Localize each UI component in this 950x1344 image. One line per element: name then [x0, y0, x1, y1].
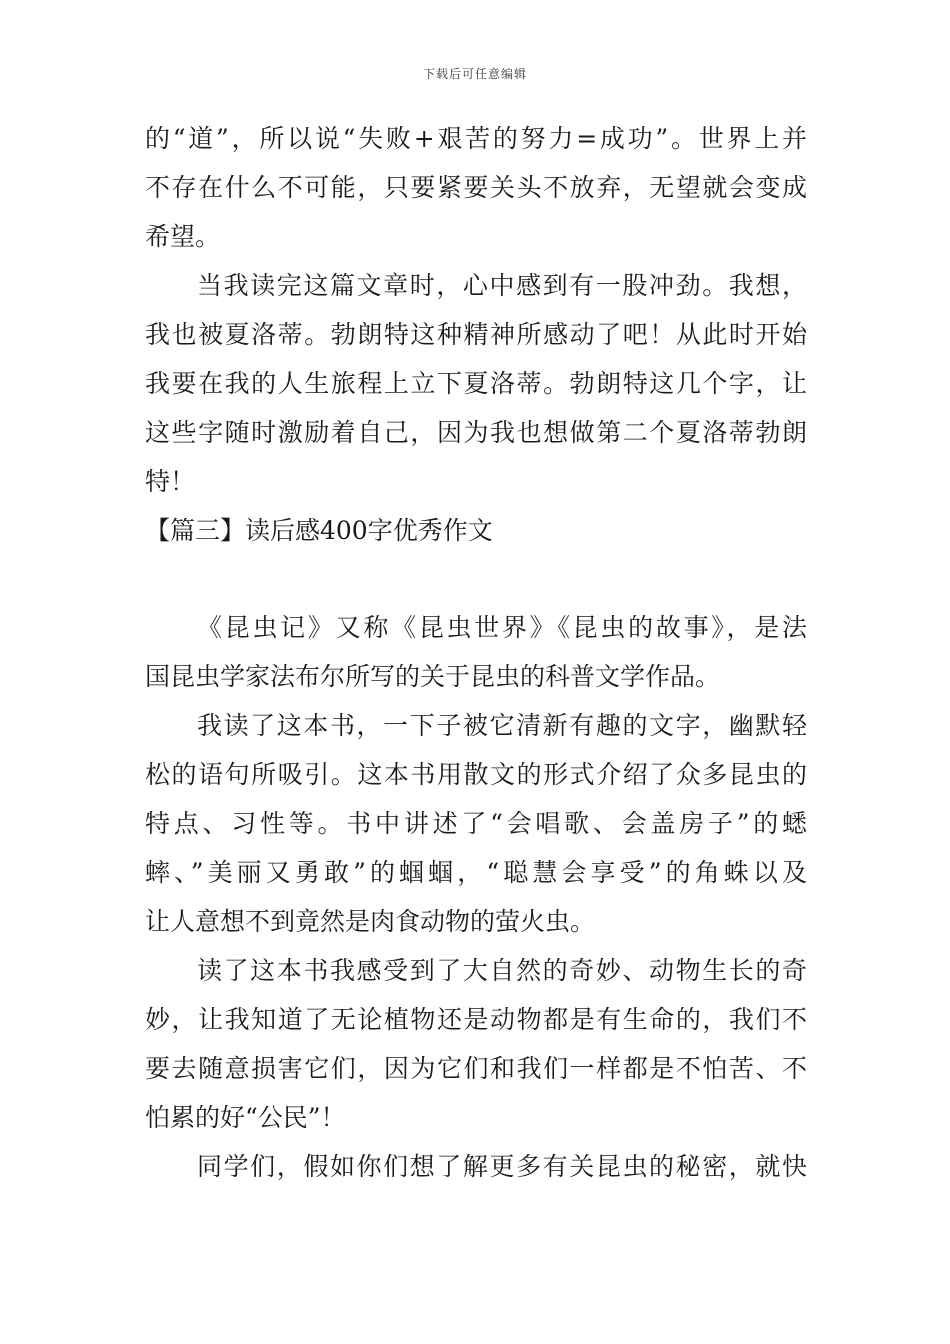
text-line: 当我读完这篇文章时，心中感到有一股冲劲。我想，: [197, 271, 807, 300]
text-line: 同学们，假如你们想了解更多有关昆虫的秘密，就快: [197, 1152, 807, 1181]
paragraph: [145, 958, 807, 1130]
section-heading: 【篇三】读后感400字优秀作文: [145, 516, 493, 545]
text-line: 读了这本书我感受到了大自然的奇妙、动物生长的奇: [197, 956, 807, 985]
text-line: 让人意想不到竟然是肉食动物的萤火虫。: [145, 907, 596, 936]
text-line: 国昆虫学家法布尔所写的关于昆虫的科普文学作品。: [145, 662, 721, 691]
text-line: 特点、习性等。书中讲述了“会唱歌、会盖房子”的蟋: [145, 809, 807, 838]
paragraph-continuation: [145, 126, 807, 249]
text-line: 怕累的好“公民”！: [145, 1103, 346, 1132]
paragraph: [145, 713, 807, 934]
text-line: 要去随意损害它们，因为它们和我们一样都是不怕苦、不: [145, 1054, 807, 1083]
text-line: 不存在什么不可能，只要紧要关头不放弃，无望就会变成: [145, 173, 807, 202]
text-line: 希望。: [145, 222, 221, 251]
paragraph: [145, 273, 807, 494]
text-line: 我要在我的人生旅程上立下夏洛蒂。勃朗特这几个字，让: [145, 369, 807, 398]
text-line: 松的语句所吸引。这本书用散文的形式介绍了众多昆虫的: [145, 760, 807, 789]
text-line: 蟀、”美丽又勇敢”的蝈蝈，“聪慧会享受”的角蛛以及: [145, 858, 807, 887]
paragraph: [145, 615, 807, 689]
text-line: 特！: [145, 467, 196, 496]
text-line: 《昆虫记》又称《昆虫世界》《昆虫的故事》，是法: [197, 613, 807, 642]
document-body: [145, 126, 807, 1179]
header-note: 下载后可任意编辑: [422, 67, 527, 81]
text-line: 我也被夏洛蒂。勃朗特这种精神所感动了吧！从此时开始: [145, 320, 807, 349]
text-line: 这些字随时激励着自己，因为我也想做第二个夏洛蒂勃朗: [145, 418, 807, 447]
text-line: 的“道”，所以说“失败+艰苦的努力=成功”。世界上并: [145, 124, 807, 153]
paragraph: [145, 1154, 807, 1179]
text-line: 妙，让我知道了无论植物还是动物都是有生命的，我们不: [145, 1005, 807, 1034]
text-line: 我读了这本书，一下子被它清新有趣的文字，幽默轻: [197, 711, 807, 740]
